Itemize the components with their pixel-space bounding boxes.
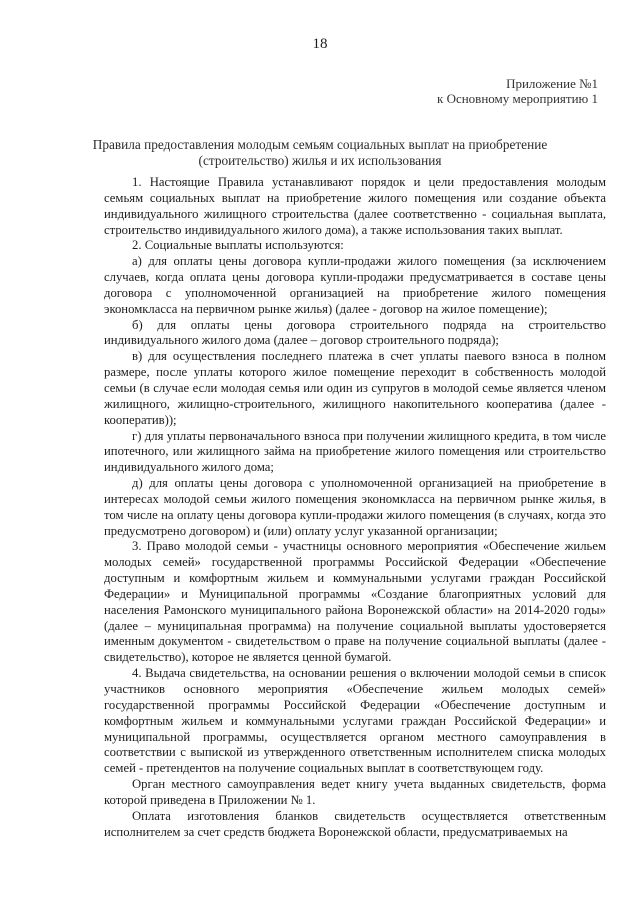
paragraph-3: 3. Право молодой семьи - участницы основного мероприятия «Обеспечение жильем молодых семей» государственной программы Российской Федерации «Обеспечение доступным и комфортным жильем и коммунальными услугами граждан Российской Федерации» и Муниципальной программы «Создание благоприятных условий для населения Рамонского муниципального района Воронежской области» на 2014-2020 годы» (далее – муниципальная программа) на получение социальной выплаты удостоверяется именным документом - свидетельством о праве на получение социальной выплаты (далее - свидетельство), которое не является ценной бумагой. bbox=[104, 539, 606, 665]
title-line-1: Правила предоставления молодым семьям социальных выплат на приобретение bbox=[92, 137, 548, 152]
appendix-line-1: Приложение №1 bbox=[506, 76, 598, 91]
page-number: 18 bbox=[312, 36, 328, 52]
document-body bbox=[104, 175, 606, 840]
paragraph-2: 2. Социальные выплаты используются: bbox=[132, 238, 344, 253]
appendix-header bbox=[437, 76, 598, 106]
paragraph-2v: в) для осуществления последнего платежа в счет уплаты паевого взноса в полном размере, после уплаты которого жилое помещение переходит в собственность молодой семьи (в случае если молодая семья или один из супругов в молодой семье является членом жилищного, жилищно-строительного, жилищного накопительного кооператива (далее - кооператив)); bbox=[104, 349, 606, 427]
paragraph-2d: д) для оплаты цены договора с уполномоченной организацией на приобретение в интересах молодой семьи жилого помещения экономкласса на первичном рынке жилья, в том числе на оплату цены договора купли-продажи жилого помещения (в случаях, когда это предусмотрено договором) и (или) оплату услуг указанной организации; bbox=[104, 476, 606, 538]
paragraph-2a: а) для оплаты цены договора купли-продажи жилого помещения (за исключением случаев, когда оплата цены договора купли-продажи предусматривается в составе цены договора с уполномоченной организацией на приобретение жилого помещения экономкласса на первичном рынке жилья) (далее - договор на жилое помещение); bbox=[104, 254, 606, 316]
paragraph-payment: Оплата изготовления бланков свидетельств осуществляется ответственным исполнителем за счет средств бюджета Воронежской области, предусматриваемых на bbox=[104, 808, 606, 839]
title-line-2: (строительство) жилья и их использования bbox=[198, 152, 442, 168]
paragraph-4: 4. Выдача свидетельства, на основании решения о включении молодой семьи в список участников основного мероприятия «Обеспечение жильем молодых семей» государственной программы Российской Федерации «Обеспечение доступным и комфортным жильем и коммунальными услугами граждан Российской Федерации» и муниципальной программы, осуществляется органом местного самоуправления в соответствии с выпиской из утвержденного ответственным исполнителем списка молодых семей - претендентов на получение социальных выплат в соответствующем году. bbox=[104, 666, 606, 776]
appendix-line-2: к Основному мероприятию 1 bbox=[437, 91, 598, 106]
paragraph-2b: б) для оплаты цены договора строительного подряда на строительство индивидуального жилого дома (далее – договор строительного подряда); bbox=[104, 317, 606, 348]
paragraph-registry: Орган местного самоуправления ведет книгу учета выданных свидетельств, форма которой приведена в Приложении № 1. bbox=[104, 777, 606, 807]
paragraph-2g: г) для уплаты первоначального взноса при получении жилищного кредита, в том числе ипотечного, или жилищного займа на приобретение жилого помещения или строительство индивидуального жилого дома; bbox=[104, 428, 606, 475]
paragraph-1: 1. Настоящие Правила устанавливают порядок и цели предоставления молодым семьям социальных выплат на приобретение жилого помещения или создание объекта индивидуального жилищного строительства (далее соответственно - социальная выплата, строительство индивидуального жилого дома), а также использования таких выплат. bbox=[104, 175, 606, 237]
document-title bbox=[70, 137, 570, 168]
